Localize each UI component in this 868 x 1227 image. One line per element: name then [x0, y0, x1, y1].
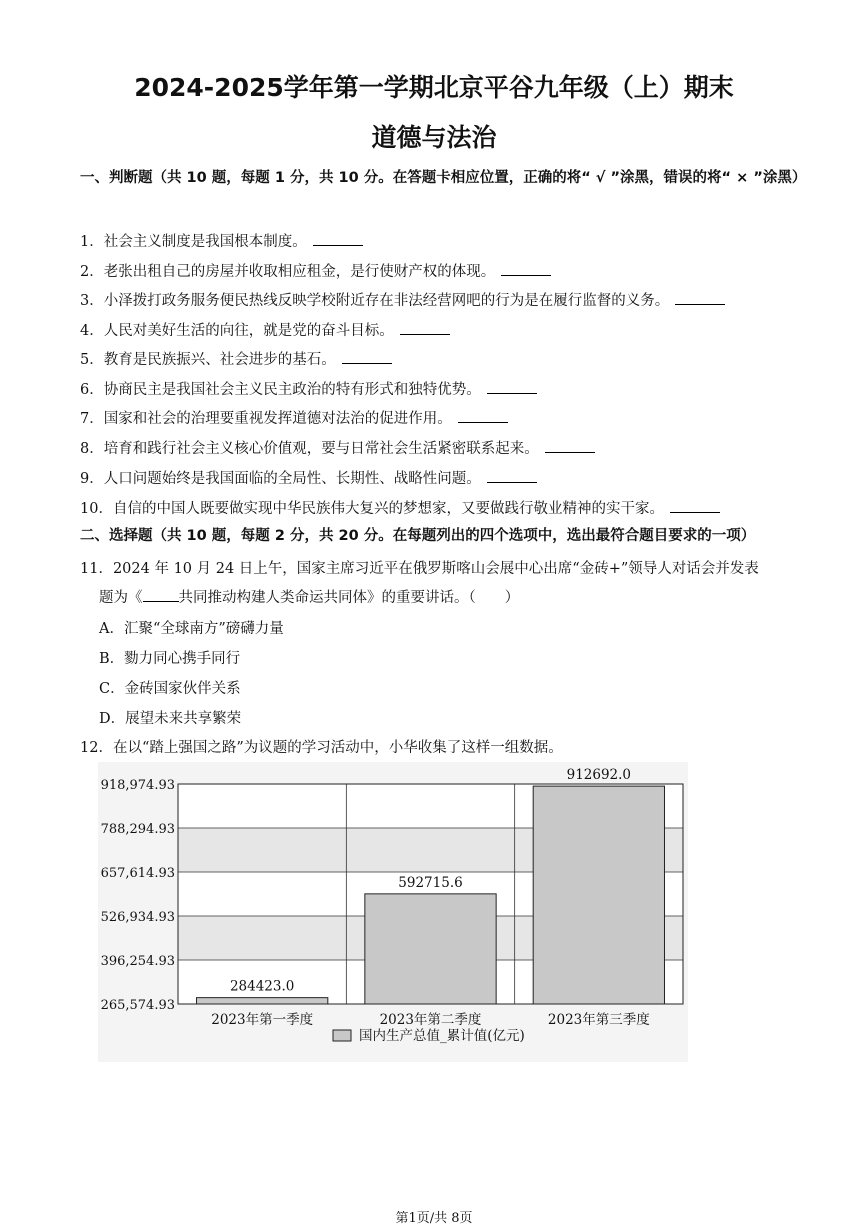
question-item: 10．自信的中国人既要做实现中华民族伟大复兴的梦想家，又要做践行敬业精神的实干家。 [80, 497, 720, 518]
y-tick-label: 788,294.93 [100, 822, 175, 837]
bar [533, 786, 664, 1004]
option-b[interactable]: B．勠力同心携手同行 [99, 651, 241, 667]
y-tick-label: 918,974.93 [100, 778, 175, 793]
question-item: 2．老张出租自己的房屋并收取相应租金，是行使财产权的体现。 [80, 260, 551, 281]
section1-heading: 一、判断题（共 10 题，每题 1 分，共 10 分。在答题卡相应位置，正确的将“ √ ”涂黑，错误的将“ × ”涂黑） [80, 170, 807, 186]
x-tick-label: 2023年第三季度 [547, 1012, 650, 1028]
answer-blank[interactable] [342, 349, 392, 364]
x-tick-label: 2023年第二季度 [379, 1012, 482, 1028]
gdp-bar-chart [98, 762, 688, 1062]
y-tick-label: 657,614.93 [100, 866, 175, 881]
answer-blank[interactable] [487, 468, 537, 483]
subject-title: 道德与法治 [371, 123, 497, 152]
x-tick-label: 2023年第一季度 [211, 1012, 314, 1028]
answer-blank[interactable] [400, 320, 450, 335]
section2-heading: 二、选择题（共 10 题，每题 2 分，共 20 分。在每题列出的四个选项中，选出最符合题目要求的一项） [80, 528, 756, 544]
question-11-line2: 题为《 共同推动构建人类命运共同体》的重要讲话。（ ） [99, 590, 520, 606]
question-item: 1．社会主义制度是我国根本制度。 [80, 230, 363, 251]
bar [197, 998, 328, 1004]
legend-swatch [333, 1030, 351, 1041]
legend-label: 国内生产总值_累计值(亿元) [359, 1028, 525, 1044]
answer-blank[interactable] [487, 379, 537, 394]
page-footer: 第1页/共 8页 [395, 1211, 473, 1226]
answer-blank[interactable] [545, 438, 595, 453]
question-item: 9．人口问题始终是我国面临的全局性、长期性、战略性问题。 [80, 467, 537, 488]
question-item: 8．培育和践行社会主义核心价值观，要与日常社会生活紧密联系起来。 [80, 437, 595, 458]
answer-blank[interactable] [458, 408, 508, 423]
answer-blank[interactable] [143, 588, 179, 602]
question-item: 6．协商民主是我国社会主义民主政治的特有形式和独特优势。 [80, 378, 537, 399]
answer-blank[interactable] [675, 290, 725, 305]
y-tick-label: 265,574.93 [100, 998, 175, 1013]
question-item: 3．小泽拨打政务服务便民热线反映学校附近存在非法经营网吧的行为是在履行监督的义务。 [80, 289, 725, 310]
y-tick-label: 396,254.93 [100, 954, 175, 969]
data-label: 592715.6 [398, 874, 463, 891]
data-label: 284423.0 [229, 978, 295, 995]
y-tick-label: 526,934.93 [100, 910, 175, 925]
question-12: 12．在以“踏上强国之路”为议题的学习活动中，小华收集了这样一组数据。 [80, 740, 563, 756]
answer-blank[interactable] [313, 231, 363, 246]
option-a[interactable]: A．汇聚“全球南方”磅礴力量 [99, 621, 284, 637]
bar [365, 894, 496, 1004]
answer-blank[interactable] [670, 498, 720, 513]
answer-blank[interactable] [501, 261, 551, 276]
data-label: 912692.0 [566, 767, 632, 784]
question-item: 5．教育是民族振兴、社会进步的基石。 [80, 348, 392, 369]
option-d[interactable]: D．展望未来共享繁荣 [99, 711, 242, 727]
question-item: 4．人民对美好生活的向往，就是党的奋斗目标。 [80, 319, 450, 340]
question-11-line1: 11．2024 年 10 月 24 日上午，国家主席习近平在俄罗斯喀山会展中心出席“金砖+”领导人对话会并发表 [80, 561, 759, 577]
option-c[interactable]: C．金砖国家伙伴关系 [99, 681, 241, 697]
page-title: 2024-2025学年第一学期北京平谷九年级（上）期末 [134, 73, 734, 102]
question-item: 7．国家和社会的治理要重视发挥道德对法治的促进作用。 [80, 407, 508, 428]
